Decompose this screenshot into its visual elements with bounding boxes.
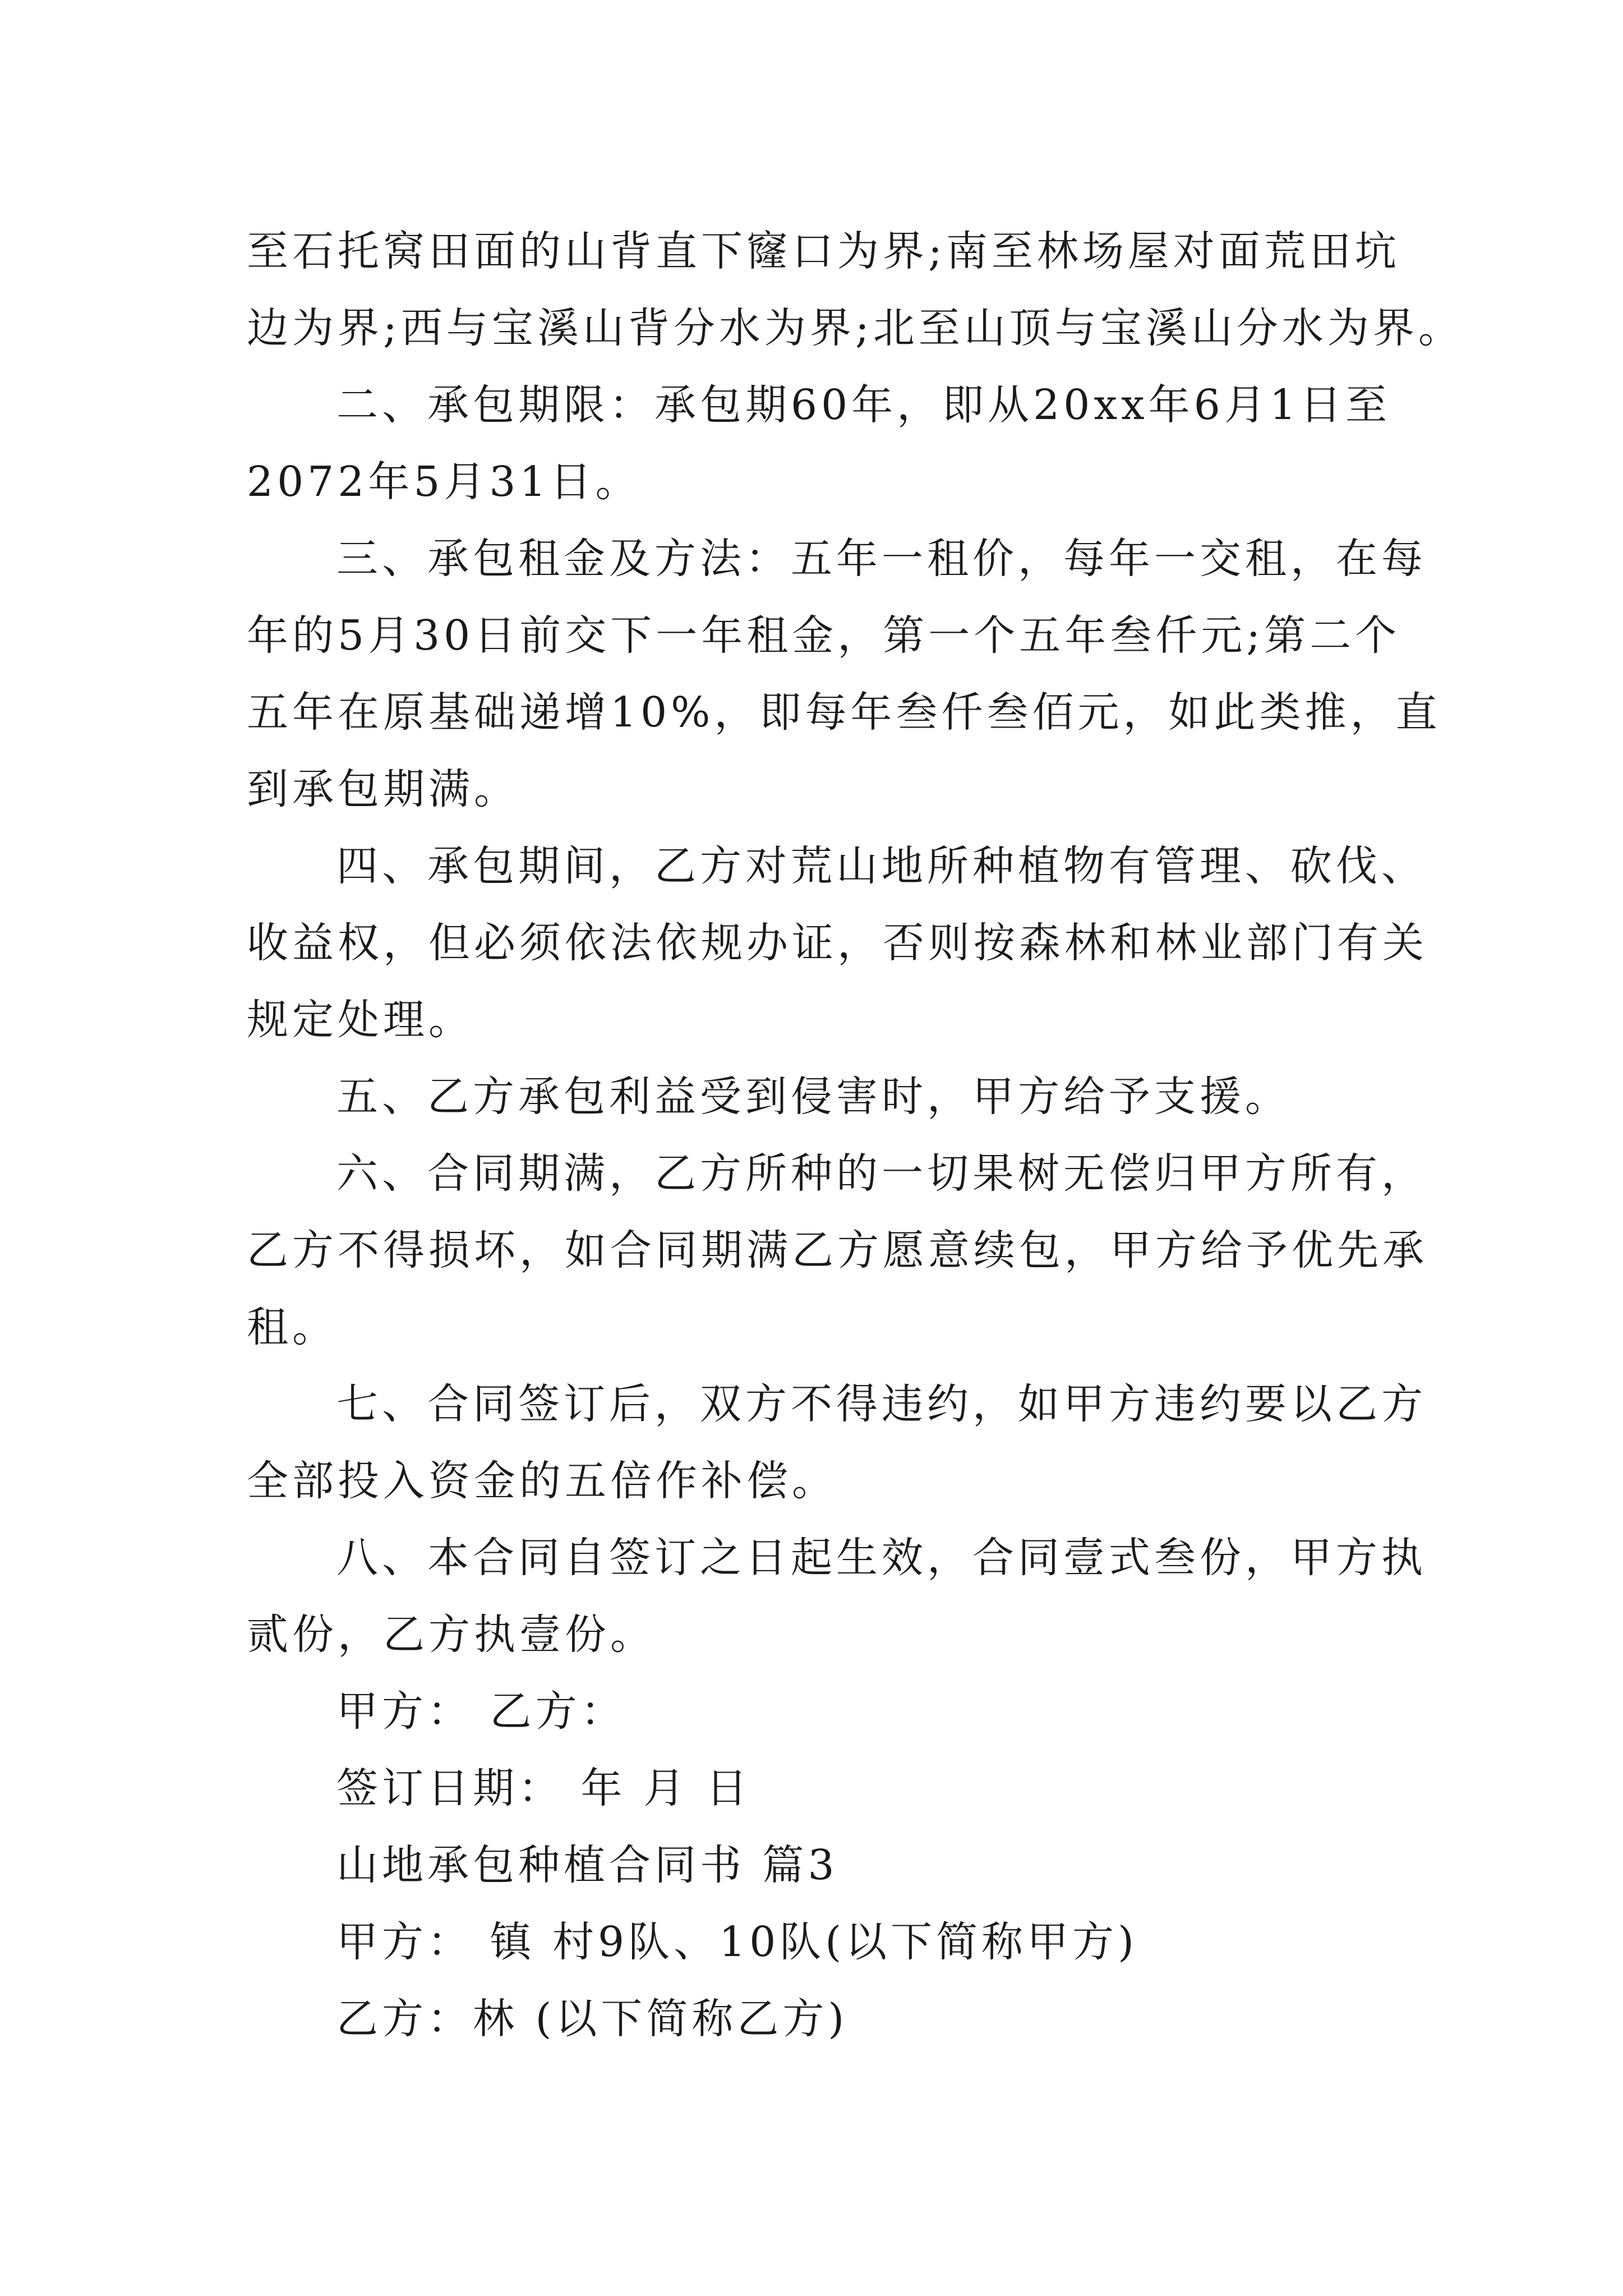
- party-a-line: 甲方： 镇 村9队、10队(以下简称甲方): [336, 1918, 1138, 1966]
- text-line: 规定处理。: [247, 996, 474, 1044]
- text-line: 边为界;西与宝溪山背分水为界;北至山顶与宝溪山分水为界。: [247, 304, 1464, 352]
- section-heading: 山地承包种植合同书 篇3: [336, 1841, 838, 1889]
- text-line: 全部投入资金的五倍作补偿。: [247, 1457, 837, 1505]
- text-line: 到承包期满。: [247, 765, 519, 813]
- text-line: 年的5月30日前交下一年租金，第一个五年叁仟元;第二个: [247, 611, 1401, 660]
- text-line: 四、承包期间，乙方对荒山地所种植物有管理、砍伐、: [336, 842, 1427, 890]
- party-b-line: 乙方：林 (以下简称乙方): [336, 1995, 849, 2043]
- text-line: 至石托窝田面的山背直下窿口为界;南至林场屋对面荒田坑: [247, 227, 1400, 275]
- text-line: 八、本合同自签订之日起生效，合同壹式叁份，甲方执: [336, 1534, 1427, 1582]
- document-body: [247, 213, 1464, 2058]
- text-line: 三、承包租金及方法：五年一租价，每年一交租，在每: [336, 535, 1427, 583]
- signature-parties-line: 甲方： 乙方：: [336, 1687, 626, 1736]
- text-line: 贰份，乙方执壹份。: [247, 1611, 656, 1659]
- text-line: 七、合同签订后，双方不得违约，如甲方违约要以乙方: [336, 1380, 1427, 1428]
- signing-date-line: 签订日期： 年 月 日: [336, 1764, 751, 1812]
- text-line: 2072年5月31日。: [247, 458, 641, 506]
- text-line: 六、合同期满，乙方所种的一切果树无偿归甲方所有，: [336, 1149, 1427, 1198]
- text-line: 五、乙方承包利益受到侵害时，甲方给予支援。: [336, 1073, 1290, 1121]
- text-line: 收益权，但必须依法依规办证，否则按森林和林业部门有关: [247, 919, 1428, 967]
- text-line: 租。: [247, 1303, 338, 1351]
- text-line: 二、承包期限：承包期60年，即从20xx年6月1日至: [336, 381, 1391, 429]
- text-line: 五年在原基础递增10%，即每年叁仟叁佰元，如此类推，直: [247, 688, 1441, 737]
- text-line: 乙方不得损坏，如合同期满乙方愿意续包，甲方给予优先承: [247, 1226, 1428, 1274]
